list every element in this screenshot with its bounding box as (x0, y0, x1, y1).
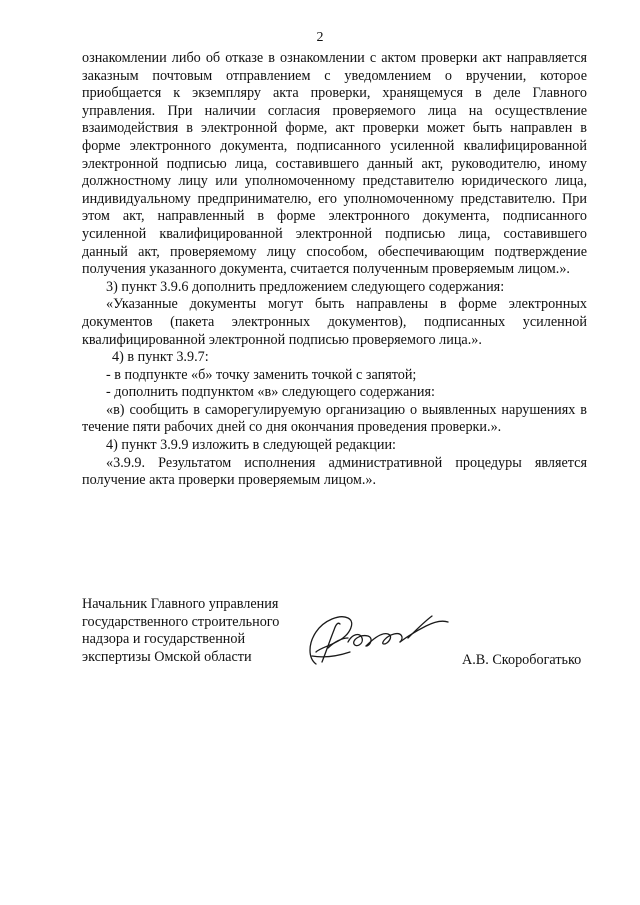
signature-block (82, 596, 602, 686)
page-number: 2 (316, 30, 324, 45)
signer-position-line: экспертизы Омской области (82, 648, 252, 665)
paragraph: - в подпункте «б» точку заменить точкой с запятой; (106, 366, 417, 383)
handwritten-signature (304, 608, 454, 670)
paragraph: ознакомлении либо об отказе в ознакомлении с актом проверки акт направляется заказным почтовым отправлением с уведомлением о вручении, которое приобщается к экземпляру акта проверки, хранящемуся в деле Главного управления. При наличии согласия проверяемого лица на осуществление взаимодействия в электронной форме, акт проверки может быть направлен в форме электронного документа, подписанного усиленной квалифицированной электронной подписью лица, составившего данный акт, руководителю, иному должностному лицу или уполномоченному представителю юридического лица, индивидуальному предпринимателю, его уполномоченному представителю. При этом акт, направленный в форме электронного документа, подписанного усиленной квалифицированной электронной подписью лица, составившего данный акт, проверяемому лицу способом, обеспечивающим подтверждение получения указанного документа, считается полученным проверяемым лицом.». (82, 50, 587, 278)
paragraph: - дополнить подпунктом «в» следующего содержания: (106, 384, 435, 401)
document-body (82, 50, 587, 490)
signer-position-line: надзора и государственной (82, 631, 246, 648)
paragraph: 3) пункт 3.9.6 дополнить предложением следующего содержания: (106, 278, 505, 295)
signer-name: А.В. Скоробогатько (462, 652, 582, 668)
paragraph: «в) сообщить в саморегулируемую организацию о выявленных нарушениях в течение пяти рабочих дней со дня окончания проведения проверки.». (82, 401, 587, 436)
signer-position-line: Начальник Главного управления (82, 596, 279, 612)
paragraph: «3.9.9. Результатом исполнения административной процедуры является получение акта проверки проверяемым лицом.». (82, 454, 587, 489)
signer-position-line: государственного строительного (82, 613, 280, 630)
paragraph: 4) пункт 3.9.9 изложить в следующей редакции: (106, 437, 396, 454)
paragraph: 4) в пункт 3.9.7: (112, 349, 209, 366)
paragraph: «Указанные документы могут быть направлены в форме электронных документов (пакета электронных документов), подписанных усиленной квалифицированной электронной подписью проверяемого лица.». (82, 296, 587, 348)
signer-position (82, 596, 279, 666)
